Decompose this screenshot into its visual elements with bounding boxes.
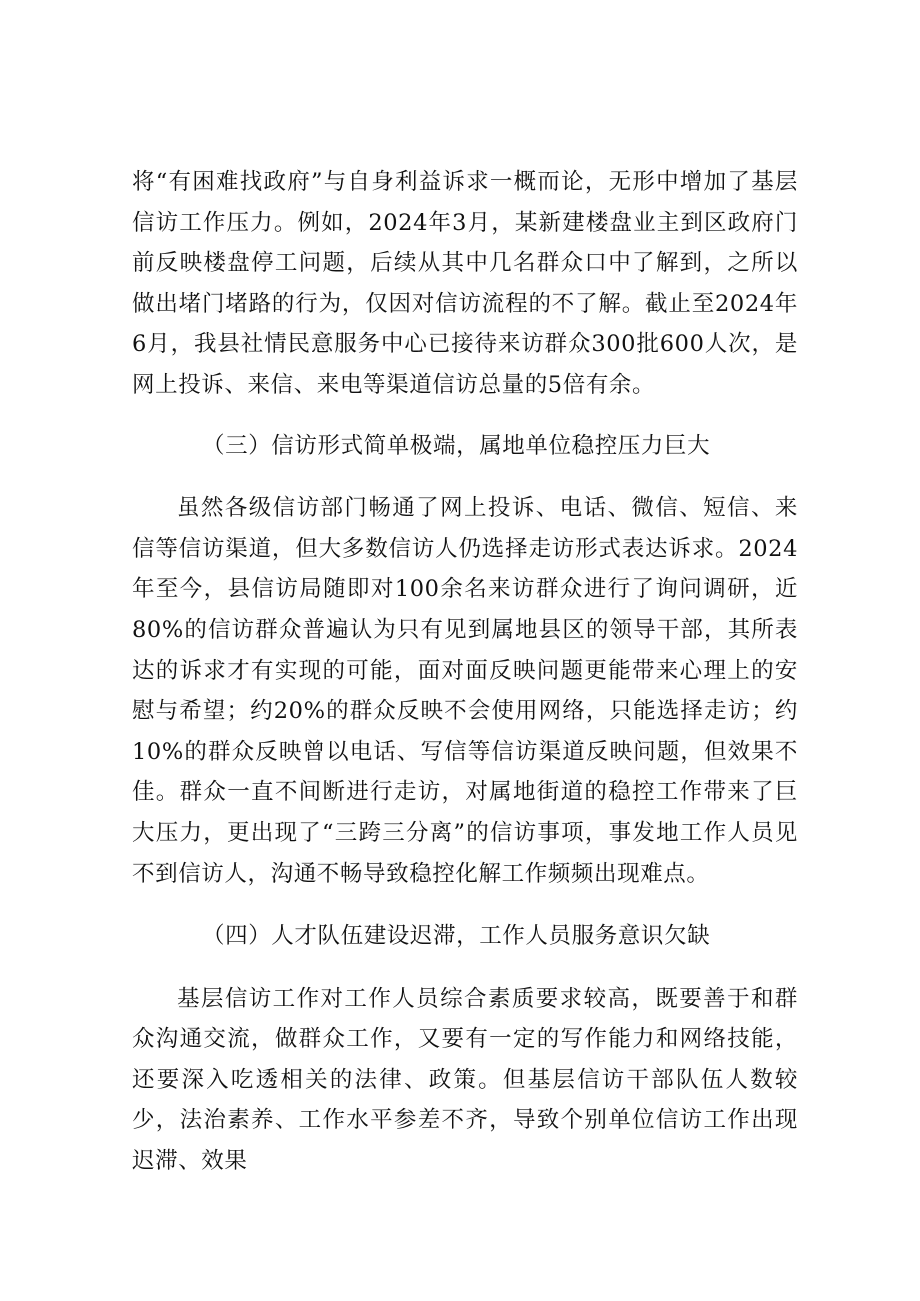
body-paragraph-3: 基层信访工作对工作人员综合素质要求较高，既要善于和群众沟通交流，做群众工作，又要有一定的写作能力和网络技能，还要深入吃透相关的法律、政策。但基层信访干部队伍人数较少，法治素养、工作水平参差不齐，导致个别单位信访工作出现迟滞、效果	[132, 985, 798, 1175]
spacer	[132, 894, 798, 916]
body-paragraph-2: 虽然各级信访部门畅通了网上投诉、电话、微信、短信、来信等信访渠道，但大多数信访人仍选择走访形式表达诉求。2024年至今，县信访局随即对100余名来访群众进行了询问调研，近80%的信访群众普遍认为只有见到属地县区的领导干部，其所表达的诉求才有实现的可能，面对面反映问题更能带来心理上的安慰与希望；约20%的群众反映不会使用网络，只能选择走访；约10%的群众反映曾以电话、写信等信访渠道反映问题，但效果不佳。群众一直不间断进行走访，对属地街道的稳控工作带来了巨大压力，更出现了“三跨三分离”的信访事项，事发地工作人员见不到信访人，沟通不畅导致稳控化解工作频频出现难点。	[132, 495, 798, 887]
spacer	[132, 406, 798, 426]
document-page	[132, 162, 798, 1182]
section-heading-4: （四）人才队伍建设迟滞，工作人员服务意识欠缺	[202, 923, 711, 950]
body-paragraph-1: 将“有困难找政府”与自身利益诉求一概而论，无形中增加了基层信访工作压力。例如，2024年3月，某新建楼盘业主到区政府门前反映楼盘停工问题，后续从其中几名群众口中了解到，之所以做出堵门堵路的行为，仅因对信访流程的不了解。截止至2024年6月，我县社情民意服务中心已接待来访群众300批600人次，是网上投诉、来信、来电等渠道信访总量的5倍有余。	[132, 169, 798, 398]
spacer	[132, 466, 798, 488]
section-heading-3: （三）信访形式简单极端，属地单位稳控压力巨大	[202, 432, 711, 459]
spacer	[132, 957, 798, 979]
